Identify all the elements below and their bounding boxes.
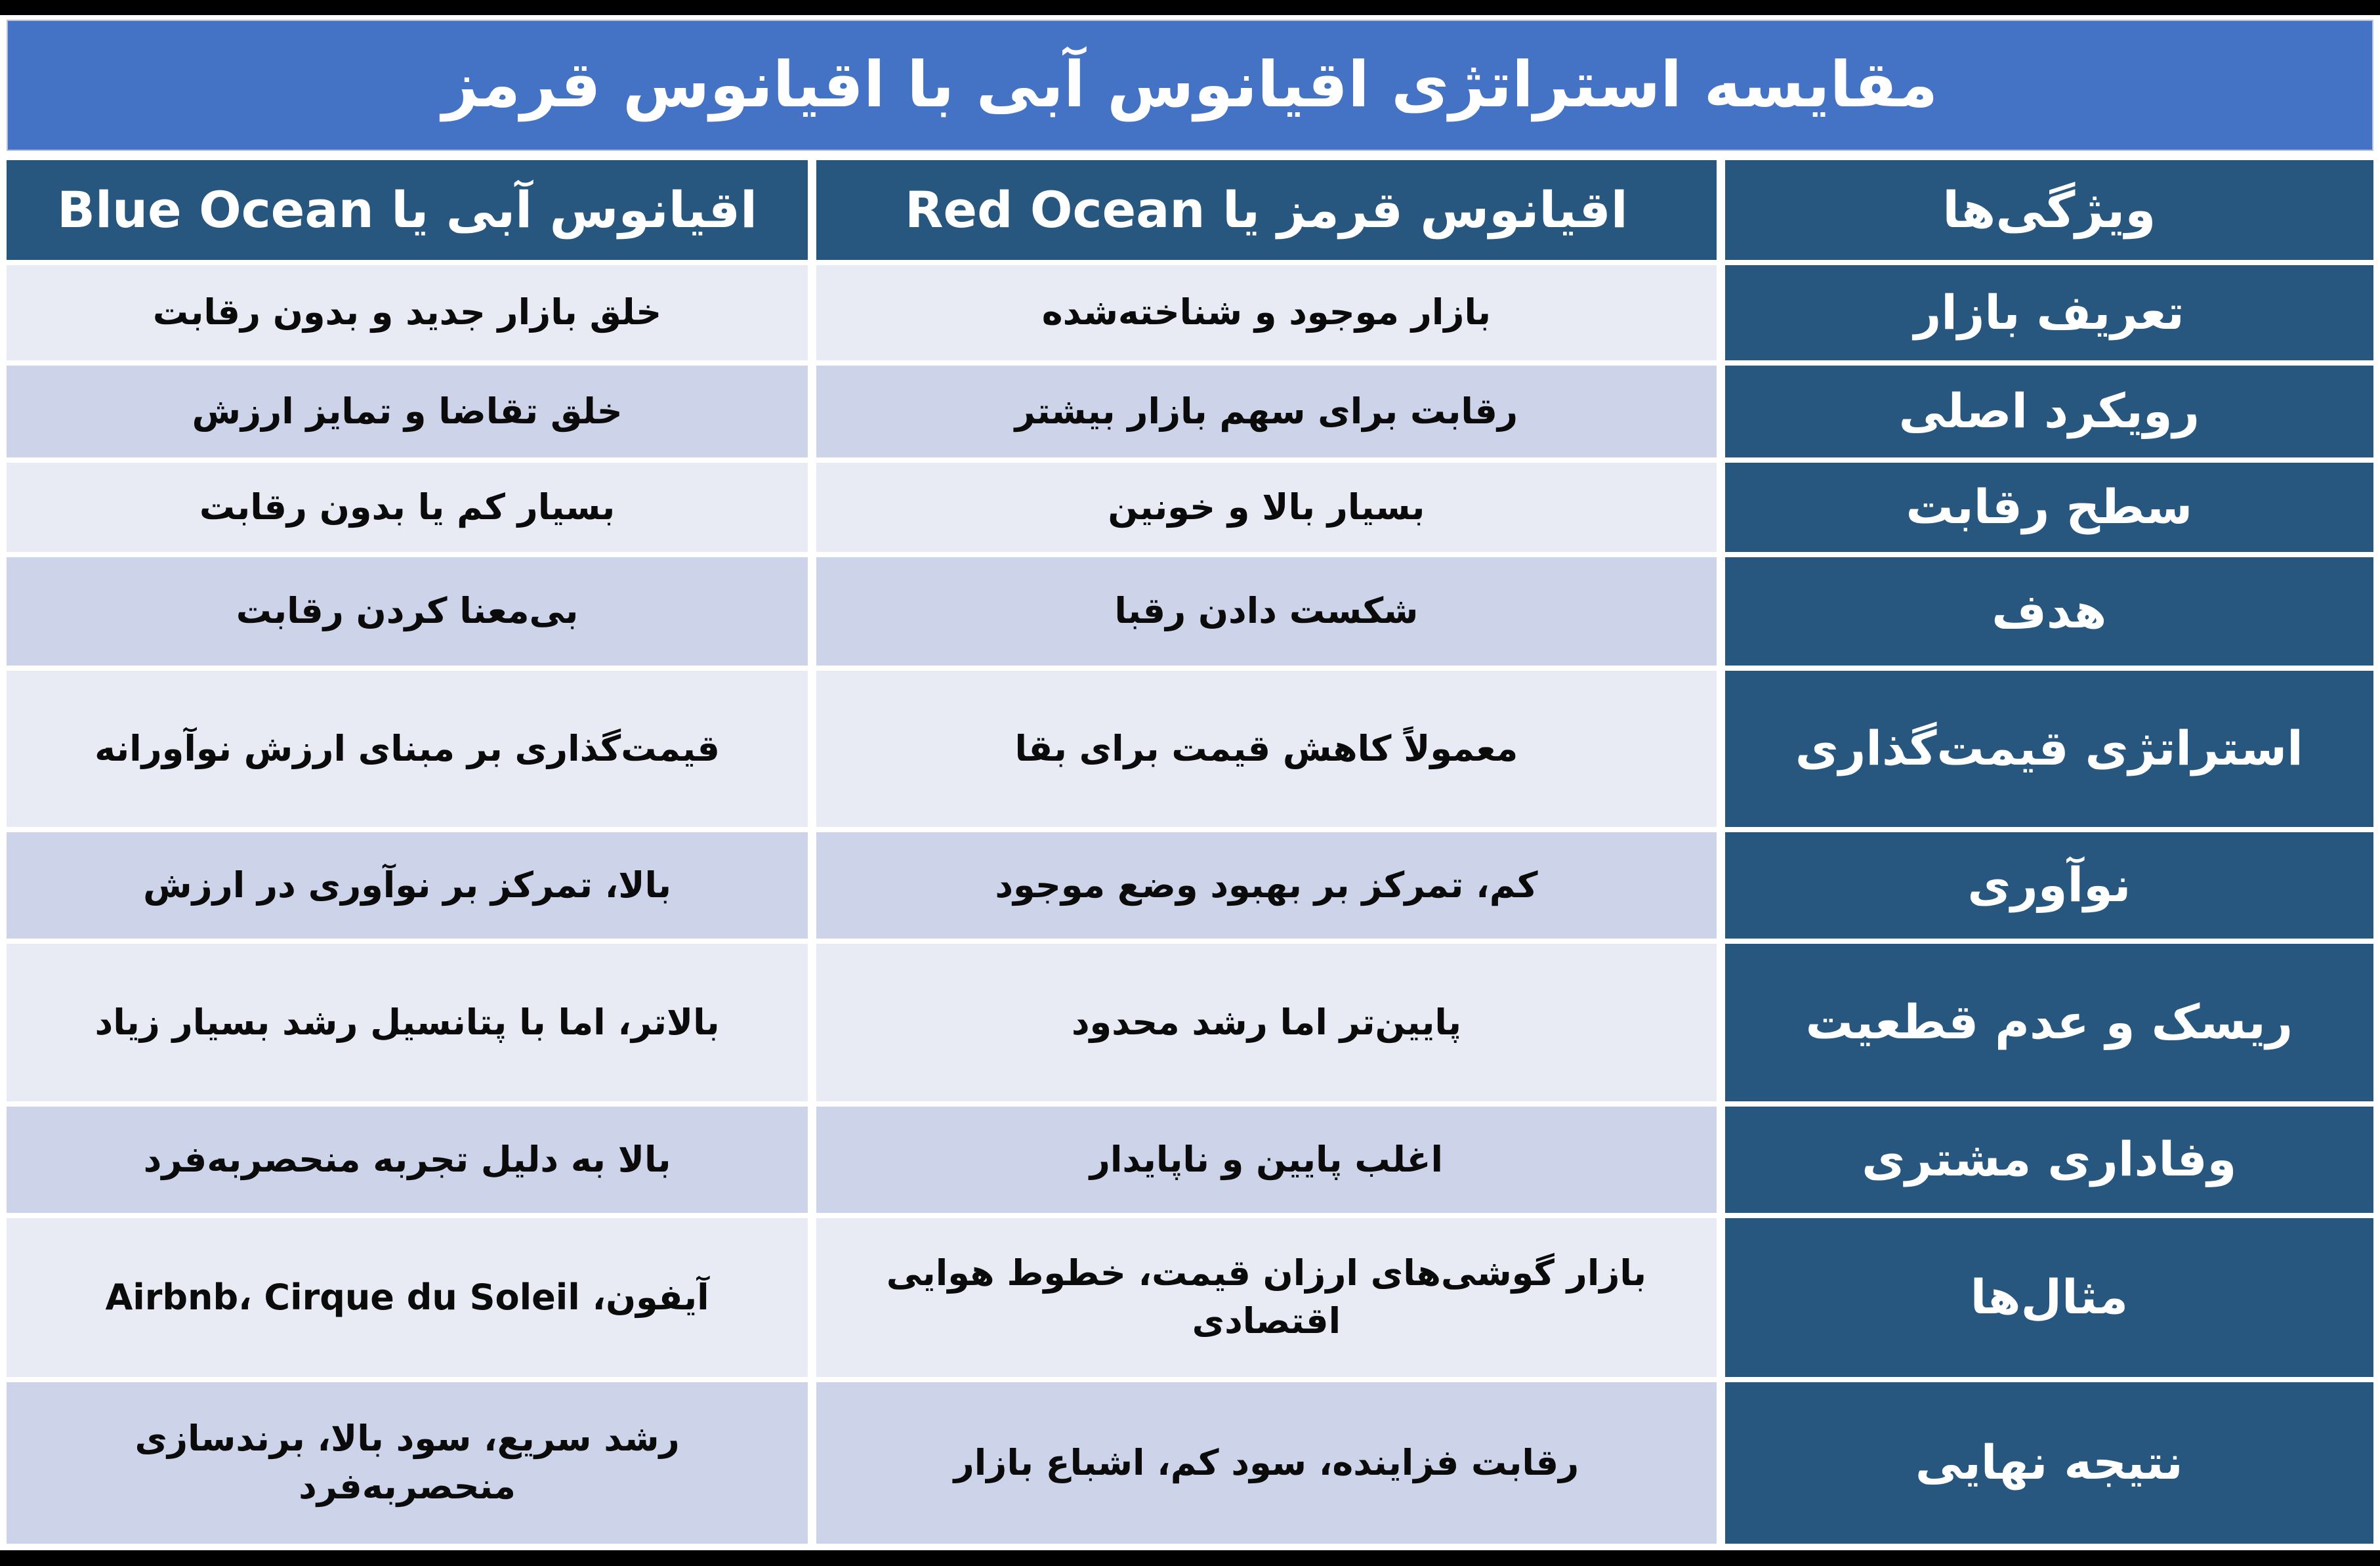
blue-ocean-cell: بالاتر، اما با پتانسیل رشد بسیار زیاد — [7, 944, 808, 1101]
red-ocean-cell: شکست دادن رقبا — [816, 557, 1717, 666]
blue-ocean-cell: بالا به دلیل تجربه منحصربه‌فرد — [7, 1107, 808, 1213]
feature-cell: رویکرد اصلی — [1725, 366, 2373, 457]
blue-ocean-cell: خلق بازار جدید و بدون رقابت — [7, 265, 808, 360]
red-ocean-cell: معمولاً کاهش قیمت برای بقا — [816, 671, 1717, 827]
slide-title-bar — [7, 20, 2373, 151]
feature-cell: ریسک و عدم قطعیت — [1725, 944, 2373, 1101]
feature-cell: مثال‌ها — [1725, 1218, 2373, 1377]
slide-content — [0, 15, 2380, 1550]
feature-cell: وفاداری مشتری — [1725, 1107, 2373, 1213]
comparison-table — [7, 160, 2373, 1544]
blue-ocean-cell: آیفون، Airbnb، Cirque du Soleil — [7, 1218, 808, 1377]
blue-ocean-cell: بسیار کم یا بدون رقابت — [7, 463, 808, 552]
feature-cell: سطح رقابت — [1725, 463, 2373, 552]
header-cell-blue-ocean: اقیانوس آبی یا Blue Ocean — [7, 160, 808, 260]
red-ocean-cell: اغلب پایین و ناپایدار — [816, 1107, 1717, 1213]
red-ocean-cell: پایین‌تر اما رشد محدود — [816, 944, 1717, 1101]
feature-cell: نتیجه نهایی — [1725, 1382, 2373, 1544]
feature-cell: هدف — [1725, 557, 2373, 666]
blue-ocean-cell: بالا، تمرکز بر نوآوری در ارزش — [7, 832, 808, 939]
red-ocean-cell: کم، تمرکز بر بهبود وضع موجود — [816, 832, 1717, 939]
red-ocean-cell: رقابت برای سهم بازار بیشتر — [816, 366, 1717, 457]
red-ocean-cell: بازار موجود و شناخته‌شده — [816, 265, 1717, 360]
blue-ocean-cell: رشد سریع، سود بالا، برندسازی منحصربه‌فرد — [7, 1382, 808, 1544]
header-cell-red-ocean: اقیانوس قرمز یا Red Ocean — [816, 160, 1717, 260]
bottom-frame-strip — [0, 1550, 2380, 1566]
red-ocean-cell: بسیار بالا و خونین — [816, 463, 1717, 552]
feature-cell: نوآوری — [1725, 832, 2373, 939]
red-ocean-cell: بازار گوشی‌های ارزان قیمت، خطوط هوایی اقتصادی — [816, 1218, 1717, 1377]
feature-cell: استراتژی قیمت‌گذاری — [1725, 671, 2373, 827]
blue-ocean-cell: خلق تقاضا و تمایز ارزش — [7, 366, 808, 457]
header-cell-features: ویژگی‌ها — [1725, 160, 2373, 260]
slide-title: مقایسه استراتژی اقیانوس آبی با اقیانوس قرمز — [442, 48, 1938, 122]
blue-ocean-cell: بی‌معنا کردن رقابت — [7, 557, 808, 666]
top-frame-strip — [0, 0, 2380, 15]
red-ocean-cell: رقابت فزاینده، سود کم، اشباع بازار — [816, 1382, 1717, 1544]
blue-ocean-cell: قیمت‌گذاری بر مبنای ارزش نوآورانه — [7, 671, 808, 827]
feature-cell: تعریف بازار — [1725, 265, 2373, 360]
